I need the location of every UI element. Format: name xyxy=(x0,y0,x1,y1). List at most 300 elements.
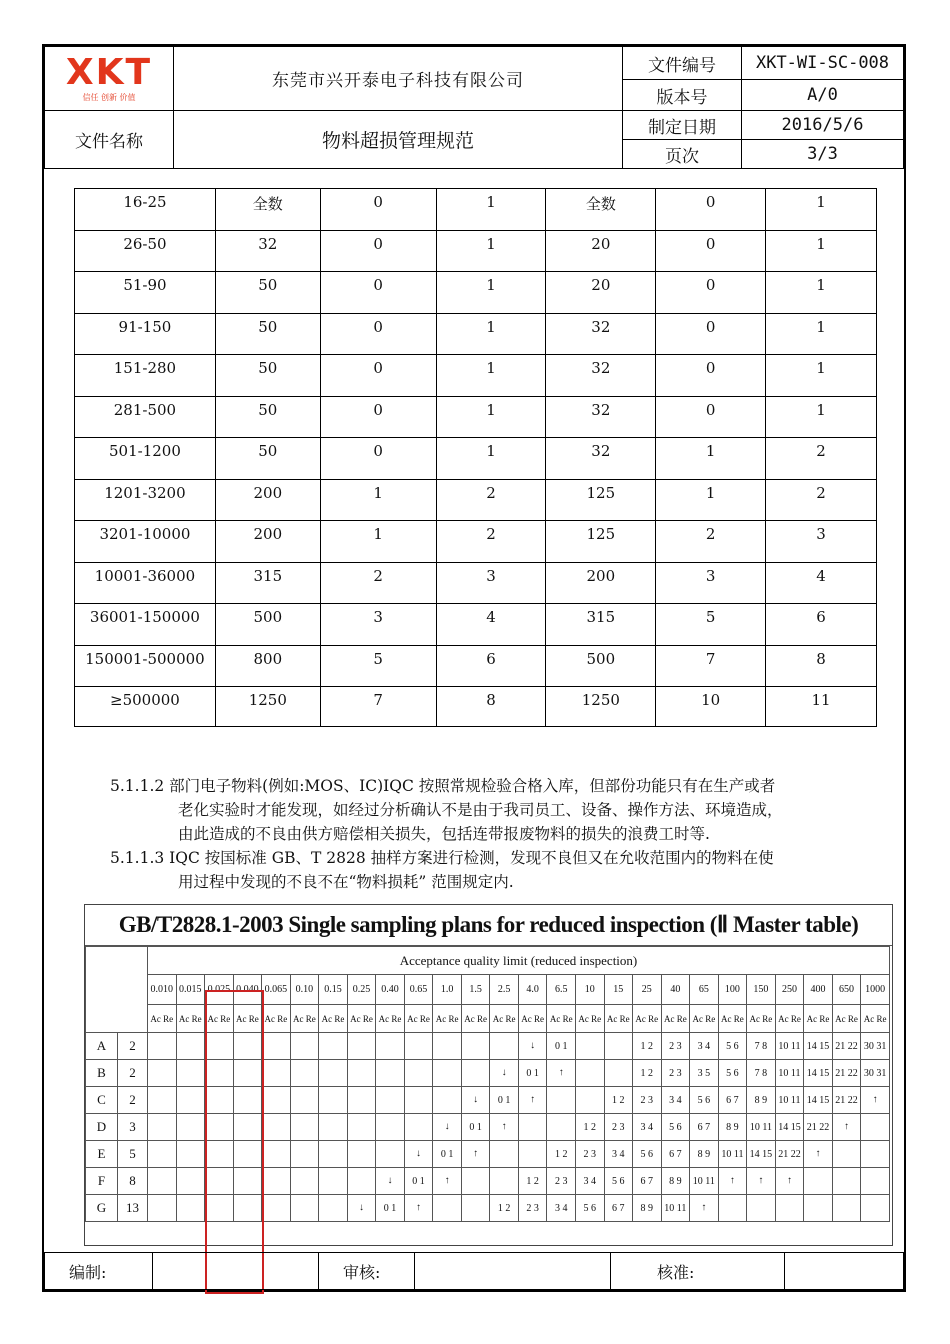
ac-re-label: Ac Re xyxy=(404,1005,433,1033)
ac-re-cell: 21 22 xyxy=(832,1087,861,1114)
aql-value: 0.65 xyxy=(404,975,433,1005)
table-cell: 0 xyxy=(656,396,766,438)
ac-re-cell xyxy=(262,1168,291,1195)
ac-re-cell: 2 3 xyxy=(547,1168,576,1195)
ac-re-label: Ac Re xyxy=(604,1005,633,1033)
aql-value: 1000 xyxy=(861,975,890,1005)
table-cell: 1201-3200 xyxy=(75,479,216,521)
table-cell: 151-280 xyxy=(75,355,216,397)
table-cell: 10001-36000 xyxy=(75,562,216,604)
ac-re-cell xyxy=(376,1141,405,1168)
aql-value: 150 xyxy=(747,975,776,1005)
ac-re-cell xyxy=(832,1168,861,1195)
ac-re-cell xyxy=(176,1168,205,1195)
ac-re-cell: 5 6 xyxy=(690,1087,719,1114)
ac-re-cell xyxy=(176,1033,205,1060)
ac-re-label: Ac Re xyxy=(347,1005,376,1033)
ac-re-cell xyxy=(290,1114,319,1141)
aql-value: 0.065 xyxy=(262,975,291,1005)
ac-re-label: Ac Re xyxy=(747,1005,776,1033)
table-cell: 50 xyxy=(215,355,320,397)
ac-re-cell xyxy=(376,1060,405,1087)
field-label-date: 制定日期 xyxy=(623,111,742,140)
code-letter: C xyxy=(86,1087,118,1114)
ac-re-cell xyxy=(490,1168,519,1195)
table-cell: 2 xyxy=(436,521,546,563)
ac-re-cell xyxy=(575,1060,604,1087)
table-cell: 1 xyxy=(436,313,546,355)
aql-value: 0.010 xyxy=(148,975,177,1005)
code-letter: E xyxy=(86,1141,118,1168)
ac-re-label: Ac Re xyxy=(804,1005,833,1033)
ac-re-cell: 0 1 xyxy=(404,1168,433,1195)
code-letter: F xyxy=(86,1168,118,1195)
table-row xyxy=(75,687,877,727)
table-row xyxy=(75,645,877,687)
field-value-doc-no: XKT-WI-SC-008 xyxy=(742,47,904,80)
table-cell: 500 xyxy=(546,645,656,687)
ac-re-label: Ac Re xyxy=(376,1005,405,1033)
ac-re-cell: ↑ xyxy=(804,1141,833,1168)
ac-re-cell: ↓ xyxy=(433,1114,462,1141)
sample-size: 3 xyxy=(118,1114,148,1141)
ac-re-label: Ac Re xyxy=(233,1005,262,1033)
ac-re-cell: 1 2 xyxy=(547,1141,576,1168)
field-value-date: 2016/5/6 xyxy=(742,111,904,140)
ac-re-cell xyxy=(176,1060,205,1087)
table-cell: 3 xyxy=(436,562,546,604)
paragraph-line: 5.1.1.3 IQC 按国标准 GB、T 2828 抽样方案进行检测，发现不良但又在允收范围内的物料在使 xyxy=(110,849,774,867)
ac-re-cell xyxy=(775,1195,804,1222)
ac-re-cell: ↑ xyxy=(690,1195,719,1222)
ac-re-cell: ↓ xyxy=(376,1168,405,1195)
table-cell: 50 xyxy=(215,313,320,355)
table-cell: 0 xyxy=(320,396,436,438)
ac-re-cell xyxy=(347,1114,376,1141)
ac-re-cell xyxy=(404,1087,433,1114)
ac-re-cell: ↑ xyxy=(490,1114,519,1141)
ac-re-cell: 8 9 xyxy=(718,1114,747,1141)
ac-re-cell xyxy=(804,1168,833,1195)
ac-re-cell: ↓ xyxy=(404,1141,433,1168)
ac-re-cell: 30 31 xyxy=(861,1060,890,1087)
ac-re-cell: ↑ xyxy=(832,1114,861,1141)
ac-re-cell xyxy=(832,1195,861,1222)
ac-re-cell: 14 15 xyxy=(775,1114,804,1141)
ac-re-cell: ↓ xyxy=(490,1060,519,1087)
table-cell: 1 xyxy=(766,230,877,272)
aql-value: 1.5 xyxy=(461,975,490,1005)
table-cell: 281-500 xyxy=(75,396,216,438)
ac-re-cell: 8 9 xyxy=(690,1141,719,1168)
table-cell: 1 xyxy=(436,438,546,480)
sampling-title: GB/T2828.1-2003 Single sampling plans for reduced inspection (Ⅱ Master table) xyxy=(85,905,892,946)
ac-re-label: Ac Re xyxy=(832,1005,861,1033)
table-cell: 1 xyxy=(766,189,877,231)
ac-re-cell: ↓ xyxy=(347,1195,376,1222)
ac-re-cell xyxy=(347,1060,376,1087)
ac-re-cell: 2 3 xyxy=(661,1060,690,1087)
table-cell: 1 xyxy=(766,355,877,397)
table-cell: 1250 xyxy=(546,687,656,727)
table-cell: 50 xyxy=(215,272,320,314)
ac-re-cell: 6 7 xyxy=(661,1141,690,1168)
field-value-page: 3/3 xyxy=(742,140,904,169)
table-cell: 0 xyxy=(320,189,436,231)
ac-re-cell: 21 22 xyxy=(832,1060,861,1087)
ac-re-cell: 30 31 xyxy=(861,1033,890,1060)
table-cell: 0 xyxy=(656,272,766,314)
table-cell: 2 xyxy=(320,562,436,604)
ac-re-cell: ↓ xyxy=(461,1087,490,1114)
ac-re-cell: 3 4 xyxy=(604,1141,633,1168)
document-frame xyxy=(42,44,906,1292)
field-label-version: 版本号 xyxy=(623,80,742,111)
ac-re-cell xyxy=(347,1087,376,1114)
table-cell: 0 xyxy=(320,272,436,314)
ac-re-cell: 2 3 xyxy=(633,1087,662,1114)
ac-re-cell: 21 22 xyxy=(832,1033,861,1060)
ac-re-label: Ac Re xyxy=(176,1005,205,1033)
ac-re-cell xyxy=(176,1087,205,1114)
ac-re-cell xyxy=(747,1195,776,1222)
ac-re-cell xyxy=(347,1168,376,1195)
ac-re-cell xyxy=(433,1060,462,1087)
table-cell: 11 xyxy=(766,687,877,727)
ac-re-cell: 10 11 xyxy=(775,1060,804,1087)
table-cell: 125 xyxy=(546,479,656,521)
ac-re-label: Ac Re xyxy=(461,1005,490,1033)
table-row xyxy=(75,189,877,231)
aql-value: 0.040 xyxy=(233,975,262,1005)
table-cell: 5 xyxy=(656,604,766,646)
ac-re-cell xyxy=(461,1168,490,1195)
ac-re-cell xyxy=(319,1141,348,1168)
table-cell: 3 xyxy=(320,604,436,646)
table-cell: 6 xyxy=(766,604,877,646)
table-cell: 1 xyxy=(656,479,766,521)
ac-re-cell: 6 7 xyxy=(718,1087,747,1114)
ac-re-cell: 10 11 xyxy=(718,1141,747,1168)
table-row xyxy=(75,355,877,397)
ac-re-label: Ac Re xyxy=(633,1005,662,1033)
ac-re-cell xyxy=(376,1033,405,1060)
ac-re-cell: 2 3 xyxy=(518,1195,547,1222)
table-cell: 20 xyxy=(546,230,656,272)
ac-re-cell: 8 9 xyxy=(747,1087,776,1114)
field-label-doc-no: 文件编号 xyxy=(623,47,742,80)
table-cell: 全数 xyxy=(546,189,656,231)
reviewer-label: 审核: xyxy=(319,1253,415,1290)
table-row xyxy=(75,272,877,314)
ac-re-cell: 21 22 xyxy=(775,1141,804,1168)
aql-value: 400 xyxy=(804,975,833,1005)
sample-size: 13 xyxy=(118,1195,148,1222)
ac-re-cell: ↑ xyxy=(747,1168,776,1195)
table-cell: ≥500000 xyxy=(75,687,216,727)
ac-re-cell: 6 7 xyxy=(633,1168,662,1195)
ac-re-cell: 7 8 xyxy=(747,1060,776,1087)
ac-re-label: Ac Re xyxy=(290,1005,319,1033)
ac-re-cell xyxy=(575,1087,604,1114)
table-cell: 32 xyxy=(546,313,656,355)
aql-value: 0.025 xyxy=(205,975,234,1005)
ac-re-cell xyxy=(319,1060,348,1087)
code-letter: B xyxy=(86,1060,118,1087)
table-cell: 32 xyxy=(546,396,656,438)
table-cell: 50 xyxy=(215,438,320,480)
ac-re-cell: ↑ xyxy=(861,1087,890,1114)
aql-value: 0.015 xyxy=(176,975,205,1005)
ac-re-cell xyxy=(319,1033,348,1060)
table-cell: 500 xyxy=(215,604,320,646)
table-cell: 125 xyxy=(546,521,656,563)
paragraph-line: 老化实验时才能发现，如经过分析确认不是由于我司员工、设备、操作方法、环境造成， xyxy=(178,801,783,819)
ac-re-label: Ac Re xyxy=(490,1005,519,1033)
ac-re-cell: 0 1 xyxy=(547,1033,576,1060)
aql-value: 10 xyxy=(575,975,604,1005)
table-cell: 1 xyxy=(320,521,436,563)
aql-value: 650 xyxy=(832,975,861,1005)
ac-re-cell xyxy=(262,1033,291,1060)
sampling-plan-image xyxy=(84,904,893,1246)
aql-value: 1.0 xyxy=(433,975,462,1005)
ac-re-cell: 6 7 xyxy=(604,1195,633,1222)
ac-re-cell: 1 2 xyxy=(518,1168,547,1195)
ac-re-cell xyxy=(718,1195,747,1222)
table-cell: 32 xyxy=(215,230,320,272)
reviewer-value[interactable] xyxy=(415,1253,611,1290)
ac-re-label: Ac Re xyxy=(661,1005,690,1033)
ac-re-cell xyxy=(148,1141,177,1168)
aql-value: 15 xyxy=(604,975,633,1005)
ac-re-cell: 3 4 xyxy=(633,1114,662,1141)
ac-re-cell: 21 22 xyxy=(804,1114,833,1141)
ac-re-cell xyxy=(148,1060,177,1087)
ac-re-cell: 2 3 xyxy=(661,1033,690,1060)
table-cell: 1 xyxy=(436,189,546,231)
table-cell: 3201-10000 xyxy=(75,521,216,563)
ac-re-cell: 10 11 xyxy=(775,1033,804,1060)
ac-re-cell xyxy=(404,1060,433,1087)
ac-re-cell: ↑ xyxy=(775,1168,804,1195)
table-cell: 51-90 xyxy=(75,272,216,314)
ac-re-cell xyxy=(518,1141,547,1168)
ac-re-cell: 0 1 xyxy=(518,1060,547,1087)
ac-re-cell: 3 4 xyxy=(690,1033,719,1060)
highlight-box xyxy=(205,990,264,1294)
table-cell: 1250 xyxy=(215,687,320,727)
sample-size: 2 xyxy=(118,1060,148,1087)
table-cell: 2 xyxy=(656,521,766,563)
ac-re-cell: ↑ xyxy=(547,1060,576,1087)
ac-re-cell: 3 4 xyxy=(575,1168,604,1195)
table-cell: 2 xyxy=(436,479,546,521)
table-cell: 91-150 xyxy=(75,313,216,355)
ac-re-cell: 3 4 xyxy=(661,1087,690,1114)
ac-re-cell xyxy=(547,1114,576,1141)
ac-re-cell: 3 5 xyxy=(690,1060,719,1087)
table-cell: 200 xyxy=(215,479,320,521)
table-cell: 50 xyxy=(215,396,320,438)
table-cell: 1 xyxy=(436,355,546,397)
ac-re-cell xyxy=(861,1141,890,1168)
table-cell: 1 xyxy=(766,313,877,355)
table-cell: 150001-500000 xyxy=(75,645,216,687)
ac-re-cell xyxy=(148,1087,177,1114)
ac-re-cell xyxy=(832,1141,861,1168)
ac-re-label: Ac Re xyxy=(861,1005,890,1033)
ac-re-label: Ac Re xyxy=(148,1005,177,1033)
ac-re-cell: 6 7 xyxy=(690,1114,719,1141)
ac-re-cell xyxy=(262,1114,291,1141)
aql-value: 0.40 xyxy=(376,975,405,1005)
ac-re-cell xyxy=(148,1168,177,1195)
ac-re-cell xyxy=(547,1087,576,1114)
aql-value: 0.10 xyxy=(290,975,319,1005)
sample-size: 2 xyxy=(118,1087,148,1114)
ac-re-cell: 10 11 xyxy=(690,1168,719,1195)
table-cell: 8 xyxy=(436,687,546,727)
table-cell: 全数 xyxy=(215,189,320,231)
logo xyxy=(45,47,174,111)
ac-re-cell: 0 1 xyxy=(461,1114,490,1141)
code-letter: A xyxy=(86,1033,118,1060)
ac-re-cell: 1 2 xyxy=(575,1114,604,1141)
table-cell: 16-25 xyxy=(75,189,216,231)
field-value-version: A/0 xyxy=(742,80,904,111)
ac-re-cell: 8 9 xyxy=(633,1195,662,1222)
ac-re-cell: 5 6 xyxy=(661,1114,690,1141)
sample-size: 5 xyxy=(118,1141,148,1168)
table-cell: 5 xyxy=(320,645,436,687)
table-cell: 7 xyxy=(656,645,766,687)
ac-re-cell xyxy=(319,1168,348,1195)
table-row xyxy=(75,562,877,604)
table-cell: 2 xyxy=(766,438,877,480)
ac-re-cell xyxy=(604,1060,633,1087)
table-row xyxy=(75,313,877,355)
ac-re-cell xyxy=(347,1033,376,1060)
table-cell: 1 xyxy=(436,396,546,438)
table-cell: 800 xyxy=(215,645,320,687)
ac-re-cell: 0 1 xyxy=(490,1087,519,1114)
ac-re-cell xyxy=(176,1195,205,1222)
table-cell: 1 xyxy=(320,479,436,521)
ac-re-cell: 10 11 xyxy=(747,1114,776,1141)
ac-re-cell: 5 6 xyxy=(575,1195,604,1222)
ac-re-cell: ↑ xyxy=(718,1168,747,1195)
ac-re-cell: ↑ xyxy=(404,1195,433,1222)
table-cell: 1 xyxy=(656,438,766,480)
approver-label: 核准: xyxy=(611,1253,785,1290)
paragraph-5-1-1-2 xyxy=(110,774,910,846)
ac-re-label: Ac Re xyxy=(433,1005,462,1033)
ac-re-cell xyxy=(176,1141,205,1168)
table-cell: 36001-150000 xyxy=(75,604,216,646)
ac-re-cell xyxy=(604,1033,633,1060)
ac-re-cell xyxy=(575,1033,604,1060)
ac-re-label: Ac Re xyxy=(690,1005,719,1033)
ac-re-cell: 1 2 xyxy=(633,1033,662,1060)
table-cell: 32 xyxy=(546,438,656,480)
ac-re-cell: 14 15 xyxy=(804,1033,833,1060)
sampling-data-table xyxy=(74,188,877,727)
ac-re-cell: 5 6 xyxy=(718,1060,747,1087)
table-cell: 0 xyxy=(656,189,766,231)
ac-re-cell xyxy=(433,1087,462,1114)
table-cell: 0 xyxy=(320,313,436,355)
ac-re-cell xyxy=(461,1060,490,1087)
table-cell: 10 xyxy=(656,687,766,727)
corner-cell xyxy=(86,947,148,1033)
ac-re-cell xyxy=(461,1195,490,1222)
ac-re-cell xyxy=(490,1141,519,1168)
ac-re-cell: 14 15 xyxy=(804,1060,833,1087)
table-cell: 315 xyxy=(546,604,656,646)
ac-re-cell: ↑ xyxy=(433,1168,462,1195)
ac-re-cell: 2 3 xyxy=(604,1114,633,1141)
ac-re-cell xyxy=(461,1033,490,1060)
logo-slogan: 信任 创新 价值 xyxy=(82,92,136,102)
table-cell: 3 xyxy=(656,562,766,604)
ac-re-cell xyxy=(404,1033,433,1060)
ac-re-cell xyxy=(490,1033,519,1060)
ac-re-cell: 8 9 xyxy=(661,1168,690,1195)
table-cell: 0 xyxy=(320,230,436,272)
table-cell: 0 xyxy=(320,438,436,480)
logo-text: XKT xyxy=(65,51,153,93)
ac-re-label: Ac Re xyxy=(718,1005,747,1033)
ac-re-label: Ac Re xyxy=(205,1005,234,1033)
table-cell: 20 xyxy=(546,272,656,314)
table-cell: 6 xyxy=(436,645,546,687)
ac-re-cell: 1 2 xyxy=(604,1087,633,1114)
approver-value[interactable] xyxy=(785,1253,904,1290)
ac-re-cell xyxy=(176,1114,205,1141)
doc-name: 物料超损管理规范 xyxy=(174,111,623,169)
ac-re-cell: ↑ xyxy=(518,1087,547,1114)
paragraph-line: 5.1.1.2 部门电子物料(例如:MOS、IC)IQC 按照常规检验合格入库，但部份功能只有在生产或者 xyxy=(110,777,776,795)
table-row xyxy=(75,396,877,438)
ac-re-cell xyxy=(290,1087,319,1114)
table-cell: 4 xyxy=(436,604,546,646)
ac-re-cell: 10 11 xyxy=(775,1087,804,1114)
ac-re-cell: 5 6 xyxy=(633,1141,662,1168)
ac-re-cell: 1 2 xyxy=(490,1195,519,1222)
ac-re-cell: 14 15 xyxy=(747,1141,776,1168)
sample-size: 8 xyxy=(118,1168,148,1195)
editor-value[interactable] xyxy=(153,1253,319,1290)
table-cell: 0 xyxy=(656,355,766,397)
paragraph-5-1-1-3 xyxy=(110,846,910,894)
aql-value: 250 xyxy=(775,975,804,1005)
ac-re-cell: ↓ xyxy=(518,1033,547,1060)
ac-re-label: Ac Re xyxy=(262,1005,291,1033)
field-label-page: 页次 xyxy=(623,140,742,169)
ac-re-cell: 0 1 xyxy=(433,1141,462,1168)
ac-re-cell xyxy=(262,1141,291,1168)
ac-re-cell xyxy=(404,1114,433,1141)
ac-re-label: Ac Re xyxy=(547,1005,576,1033)
table-row xyxy=(75,230,877,272)
aql-value: 6.5 xyxy=(547,975,576,1005)
table-cell: 8 xyxy=(766,645,877,687)
ac-re-cell xyxy=(861,1195,890,1222)
ac-re-cell xyxy=(376,1114,405,1141)
table-cell: 7 xyxy=(320,687,436,727)
editor-label: 编制: xyxy=(45,1253,153,1290)
